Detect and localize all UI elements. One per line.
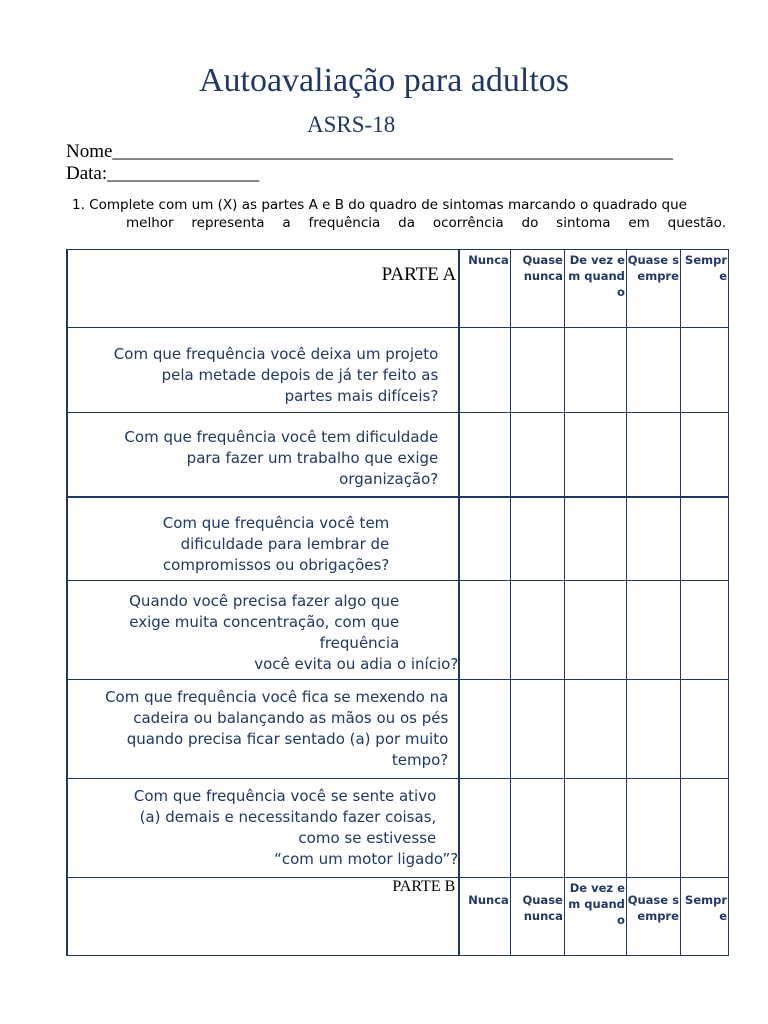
answer-cell-quase-nunca[interactable] xyxy=(510,779,564,878)
answer-cell-de-vez-em-quando[interactable] xyxy=(564,680,626,779)
col-header-quase-nunca: Quase nunca xyxy=(510,250,564,328)
col-header-nunca: Nunca xyxy=(459,250,510,328)
answer-cell-quase-nunca[interactable] xyxy=(510,497,564,581)
col-header-sempre: Sempre xyxy=(680,250,728,328)
question-text: Com que frequência você se sente ativo (a) demais e necessitando fazer coisas, como se estivesse “com um motor ligado”? xyxy=(67,779,459,878)
date-field[interactable]: Data:________________ xyxy=(66,163,260,184)
col-header-nunca: Nunca xyxy=(459,878,510,956)
answer-cell-de-vez-em-quando[interactable] xyxy=(564,497,626,581)
answer-cell-quase-nunca[interactable] xyxy=(510,413,564,497)
instruction-line-2: melhor representa a frequência da ocorrência do sintoma em questão. xyxy=(126,215,726,231)
question-row xyxy=(67,413,729,497)
answer-cell-sempre[interactable] xyxy=(680,413,728,497)
answer-cell-quase-sempre[interactable] xyxy=(626,680,680,779)
answer-cell-de-vez-em-quando[interactable] xyxy=(564,581,626,680)
answer-cell-quase-sempre[interactable] xyxy=(626,413,680,497)
answer-cell-nunca[interactable] xyxy=(459,680,510,779)
col-header-quase-nunca: Quase nunca xyxy=(510,878,564,956)
question-row xyxy=(67,497,729,581)
answer-cell-de-vez-em-quando[interactable] xyxy=(564,328,626,413)
question-row xyxy=(67,328,729,413)
col-header-sempre: Sempre xyxy=(680,878,728,956)
answer-cell-quase-sempre[interactable] xyxy=(626,581,680,680)
answer-cell-de-vez-em-quando[interactable] xyxy=(564,413,626,497)
answer-cell-sempre[interactable] xyxy=(680,497,728,581)
question-text: Com que frequência você deixa um projeto pela metade depois de já ter feito as partes mais difíceis? xyxy=(67,328,459,413)
answer-cell-sempre[interactable] xyxy=(680,328,728,413)
name-field[interactable]: Nome___________________________________________________________ xyxy=(66,141,673,162)
answer-cell-nunca[interactable] xyxy=(459,413,510,497)
page-title: Autoavaliação para adultos xyxy=(198,62,570,99)
answer-cell-sempre[interactable] xyxy=(680,779,728,878)
question-text: Com que frequência você tem dificuldade para lembrar de compromissos ou obrigações? xyxy=(67,497,459,581)
answer-cell-quase-nunca[interactable] xyxy=(510,328,564,413)
question-text: Com que frequência você tem dificuldade para fazer um trabalho que exige organização? xyxy=(67,413,459,497)
col-header-de-vez-em-quando: De vez em quando xyxy=(564,878,626,956)
answer-cell-quase-sempre[interactable] xyxy=(626,779,680,878)
question-row xyxy=(67,581,729,680)
answer-cell-quase-nunca[interactable] xyxy=(510,581,564,680)
col-header-de-vez-em-quando: De vez em quando xyxy=(564,250,626,328)
part-b-label: PARTE B xyxy=(67,878,459,956)
answer-cell-quase-sempre[interactable] xyxy=(626,497,680,581)
page-subtitle: ASRS-18 xyxy=(307,112,396,137)
question-row xyxy=(67,779,729,878)
answer-cell-nunca[interactable] xyxy=(459,497,510,581)
answer-cell-sempre[interactable] xyxy=(680,581,728,680)
answer-cell-nunca[interactable] xyxy=(459,779,510,878)
col-header-quase-sempre: Quase sempre xyxy=(626,250,680,328)
answer-cell-quase-nunca[interactable] xyxy=(510,680,564,779)
question-row xyxy=(67,680,729,779)
answer-cell-nunca[interactable] xyxy=(459,581,510,680)
part-a-header-row xyxy=(67,250,729,328)
answer-cell-de-vez-em-quando[interactable] xyxy=(564,779,626,878)
answer-cell-quase-sempre[interactable] xyxy=(626,328,680,413)
part-b-header-row xyxy=(67,878,729,956)
question-text: Com que frequência você fica se mexendo na cadeira ou balançando as mãos ou os pés quando precisa ficar sentado (a) por muito tempo? xyxy=(67,680,459,779)
answer-cell-nunca[interactable] xyxy=(459,328,510,413)
symptoms-table xyxy=(66,249,729,956)
part-a-label: PARTE A xyxy=(67,250,459,328)
question-text: Quando você precisa fazer algo que exige muita concentração, com que frequência você evita ou adia o início? xyxy=(67,581,459,680)
col-header-quase-sempre: Quase sempre xyxy=(626,878,680,956)
answer-cell-sempre[interactable] xyxy=(680,680,728,779)
instruction-line-1: 1. Complete com um (X) as partes A e B do quadro de sintomas marcando o quadrado que xyxy=(72,197,687,213)
